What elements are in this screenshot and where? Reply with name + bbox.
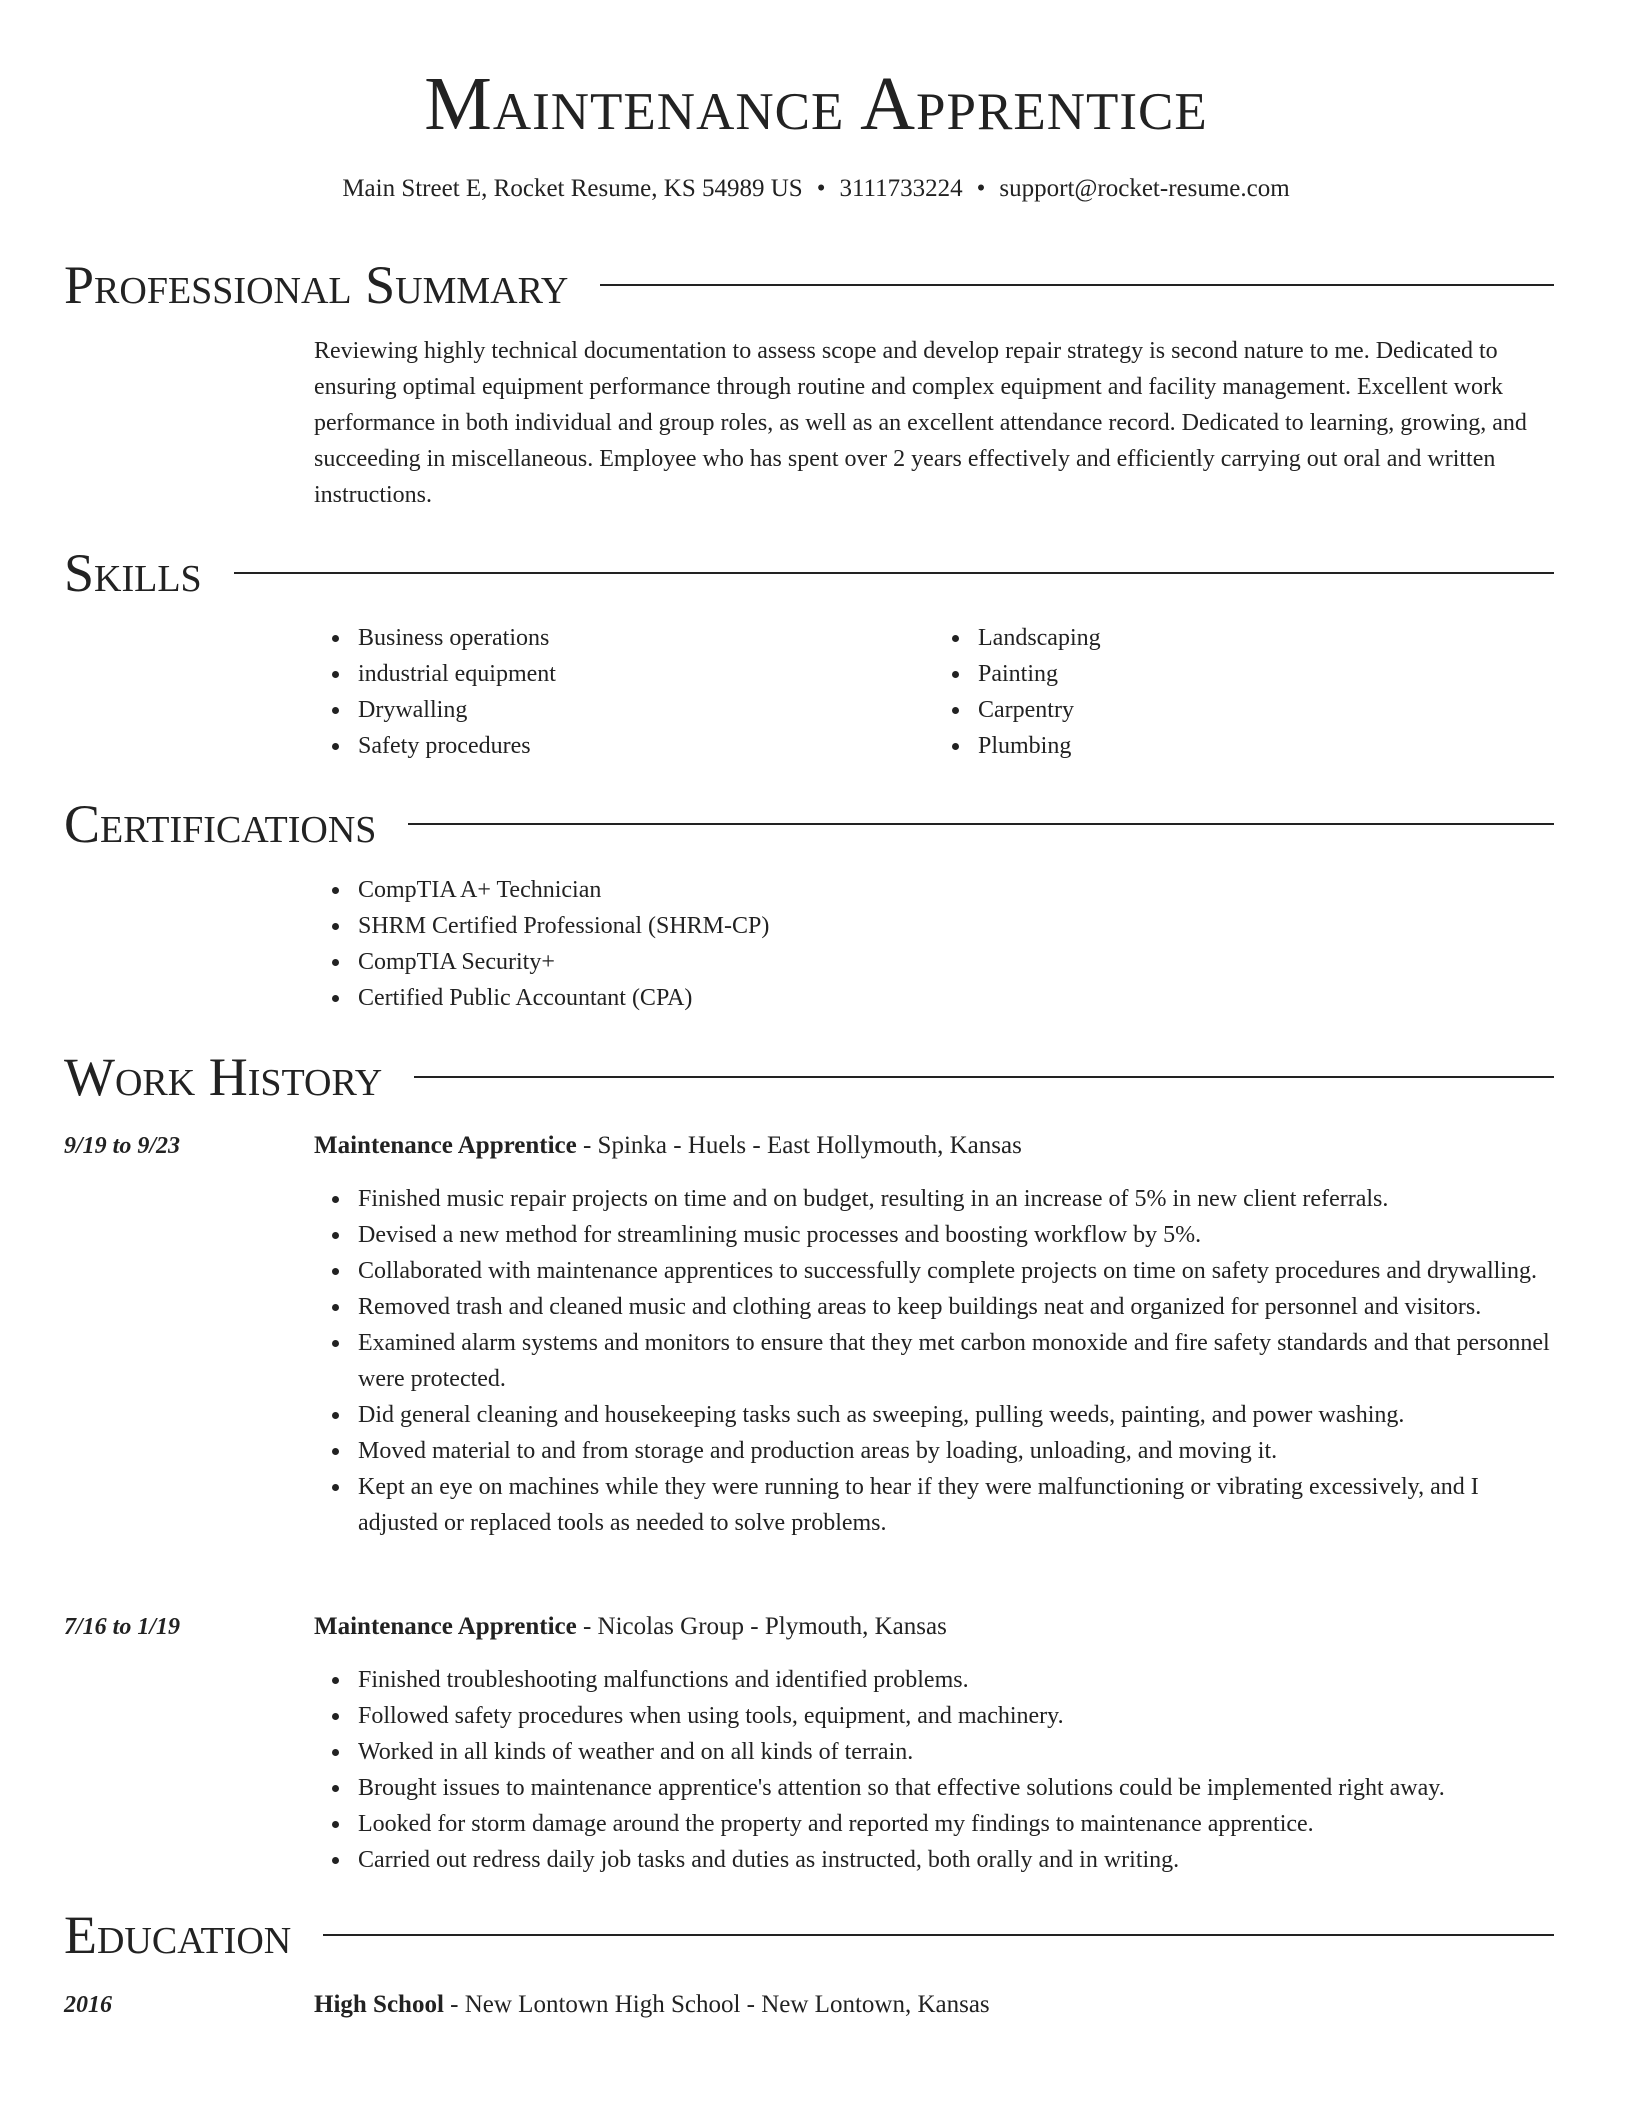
skill-item: industrial equipment	[358, 656, 934, 692]
section-professional-summary	[64, 253, 1554, 317]
section-divider	[323, 1934, 1554, 1936]
section-heading: Work History	[64, 1047, 383, 1107]
job-bullet: Brought issues to maintenance apprentice's attention so that effective solutions could be implemented right away.	[358, 1770, 1554, 1806]
job-title: Maintenance Apprentice	[314, 1613, 577, 1640]
job-heading	[314, 1609, 1554, 1645]
job-details: - Nicolas Group - Plymouth, Kansas	[576, 1613, 947, 1640]
skill-item: Landscaping	[978, 620, 1554, 656]
summary-text: Reviewing highly technical documentation to assess scope and develop repair strategy is second nature to me. Dedicated to ensuring optimal equipment performance through routine and complex equipment and facility management. Excellent work performance in both individual and group roles, as well as an excellent attendance record. Dedicated to learning, growing, and succeeding in miscellaneous. Employee who has spent over 2 years effectively and efficiently carrying out oral and written instructions.	[314, 338, 1527, 508]
resume-name: Maintenance Apprentice	[424, 62, 1208, 146]
section-divider	[600, 284, 1554, 286]
job-bullet: Collaborated with maintenance apprentices to successfully complete projects on time on safety procedures and drywalling.	[358, 1253, 1554, 1289]
job-bullet: Did general cleaning and housekeeping tasks such as sweeping, pulling weeds, painting, and power washing.	[358, 1397, 1554, 1433]
contact-separator: •	[816, 175, 826, 202]
job-bullet: Finished troubleshooting malfunctions and identified problems.	[358, 1662, 1554, 1698]
job-bullet: Devised a new method for streamlining music processes and boosting workflow by 5%.	[358, 1217, 1554, 1253]
section-heading: Education	[64, 1905, 292, 1965]
job-bullets-block	[314, 1662, 1554, 1878]
summary-block	[314, 333, 1554, 513]
certifications-list	[314, 872, 1554, 1016]
section-heading: Certifications	[64, 794, 377, 854]
contact-address: Main Street E, Rocket Resume, KS 54989 US	[342, 175, 803, 202]
job-title: Maintenance Apprentice	[314, 1132, 577, 1159]
section-divider	[414, 1076, 1554, 1078]
education-heading	[314, 1987, 1554, 2023]
job-dates: 7/16 to 1/19	[64, 1614, 181, 1640]
education-degree: High School	[314, 1991, 444, 2018]
job-bullet: Followed safety procedures when using tools, equipment, and machinery.	[358, 1698, 1554, 1734]
section-skills	[64, 541, 1554, 605]
certification-item: Certified Public Accountant (CPA)	[358, 980, 1554, 1016]
job-bullets	[314, 1662, 1554, 1878]
certification-item: CompTIA A+ Technician	[358, 872, 1554, 908]
job-bullets-block	[314, 1181, 1554, 1541]
skill-item: Carpentry	[978, 692, 1554, 728]
skill-item: Plumbing	[978, 728, 1554, 764]
job-bullet: Removed trash and cleaned music and clothing areas to keep buildings neat and organized for personnel and visitors.	[358, 1289, 1554, 1325]
section-education	[64, 1903, 1554, 1967]
contact-phone: 3111733224	[839, 175, 963, 202]
certification-item: SHRM Certified Professional (SHRM-CP)	[358, 908, 1554, 944]
job-bullet: Looked for storm damage around the property and reported my findings to maintenance apprentice.	[358, 1806, 1554, 1842]
job-heading	[314, 1128, 1554, 1164]
certifications-block	[314, 872, 1554, 1016]
contact-line	[0, 172, 1632, 206]
job-details: - Spinka - Huels - East Hollymouth, Kansas	[576, 1132, 1022, 1159]
job-bullet: Moved material to and from storage and production areas by loading, unloading, and moving it.	[358, 1433, 1554, 1469]
skills-block	[314, 620, 1554, 764]
section-heading: Skills	[64, 543, 202, 603]
job-bullet: Kept an eye on machines while they were running to hear if they were malfunctioning or vibrating excessively, and I adjusted or replaced tools as needed to solve problems.	[358, 1469, 1554, 1541]
job-dates: 9/19 to 9/23	[64, 1133, 181, 1159]
education-year: 2016	[64, 1992, 112, 2018]
section-divider	[408, 823, 1554, 825]
job-bullet: Finished music repair projects on time and on budget, resulting in an increase of 5% in new client referrals.	[358, 1181, 1554, 1217]
skills-list-left	[314, 620, 934, 764]
job-bullet: Carried out redress daily job tasks and duties as instructed, both orally and in writing.	[358, 1842, 1554, 1878]
skill-item: Drywalling	[358, 692, 934, 728]
skills-list-right	[934, 620, 1554, 764]
section-divider	[234, 572, 1554, 574]
section-certifications	[64, 792, 1554, 856]
skill-item: Safety procedures	[358, 728, 934, 764]
skill-item: Painting	[978, 656, 1554, 692]
job-bullet: Worked in all kinds of weather and on all kinds of terrain.	[358, 1734, 1554, 1770]
contact-email: support@rocket-resume.com	[999, 175, 1290, 202]
section-heading: Professional Summary	[64, 255, 569, 315]
skill-item: Business operations	[358, 620, 934, 656]
section-work-history	[64, 1045, 1554, 1109]
contact-separator: •	[976, 175, 986, 202]
certification-item: CompTIA Security+	[358, 944, 1554, 980]
job-bullet: Examined alarm systems and monitors to ensure that they met carbon monoxide and fire safety standards and that personnel were protected.	[358, 1325, 1554, 1397]
job-bullets	[314, 1181, 1554, 1541]
education-details: - New Lontown High School - New Lontown, Kansas	[443, 1991, 990, 2018]
